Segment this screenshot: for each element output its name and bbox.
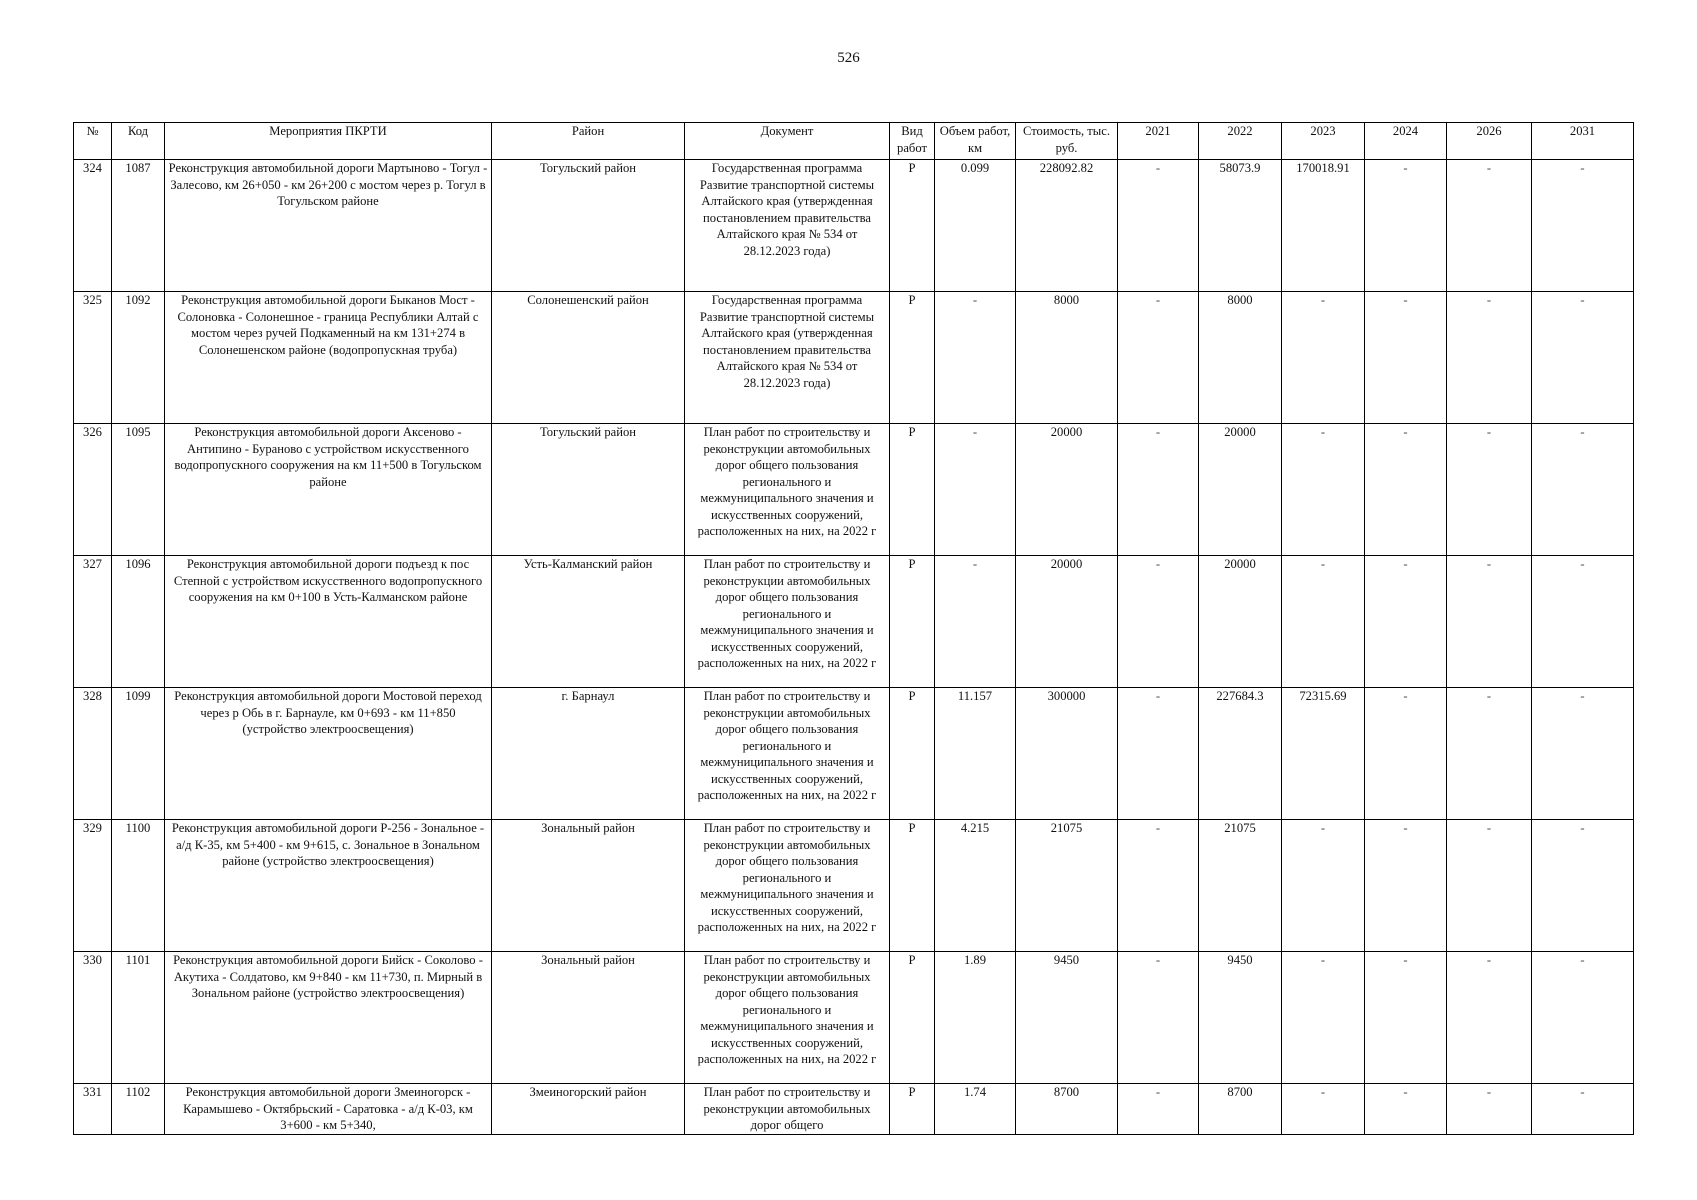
table-row	[74, 160, 1634, 292]
cell-measure: Реконструкция автомобильной дороги Бийск - Соколово - Акутиха - Солдатово, км 9+840 - км 11+730, п. Мирный в Зональном районе (устройство электроосвещения)	[165, 952, 492, 1084]
cell-2021: -	[1118, 556, 1199, 688]
cell-2021: -	[1118, 292, 1199, 424]
cell-2024: -	[1365, 820, 1447, 952]
cell-work-type: Р	[890, 688, 935, 820]
cell-2021: -	[1118, 424, 1199, 556]
cell-district: Зональный район	[492, 952, 685, 1084]
cell-2026: -	[1447, 292, 1532, 424]
cell-2031: -	[1532, 424, 1634, 556]
cell-code: 1100	[112, 820, 165, 952]
cell-work-type: Р	[890, 952, 935, 1084]
cell-document: План работ по строительству и реконструкции автомобильных дорог общего пользования регионального и межмуниципального значения и искусственных сооружений, расположенных на них, на 2022 г	[685, 556, 890, 688]
cell-volume: 4.215	[935, 820, 1016, 952]
table-body	[74, 160, 1634, 1135]
cell-cost: 8000	[1016, 292, 1118, 424]
cell-2031: -	[1532, 820, 1634, 952]
table-row	[74, 688, 1634, 820]
cell-2024: -	[1365, 556, 1447, 688]
header-code: Код	[112, 123, 165, 160]
cell-number: 326	[74, 424, 112, 556]
cell-2023: -	[1282, 292, 1365, 424]
pkrti-table	[73, 122, 1634, 1135]
cell-volume: 1.74	[935, 1084, 1016, 1135]
cell-2031: -	[1532, 952, 1634, 1084]
cell-measure: Реконструкция автомобильной дороги подъезд к пос Степной с устройством искусственного водопропускного сооружения на км 0+100 в Усть-Калманском районе	[165, 556, 492, 688]
cell-work-type: Р	[890, 424, 935, 556]
table-row	[74, 820, 1634, 952]
cell-2021: -	[1118, 1084, 1199, 1135]
table-row	[74, 1084, 1634, 1135]
cell-work-type: Р	[890, 160, 935, 292]
cell-2024: -	[1365, 292, 1447, 424]
cell-district: Солонешенский район	[492, 292, 685, 424]
cell-2021: -	[1118, 688, 1199, 820]
cell-cost: 228092.82	[1016, 160, 1118, 292]
cell-2023: -	[1282, 1084, 1365, 1135]
cell-volume: 0.099	[935, 160, 1016, 292]
cell-measure: Реконструкция автомобильной дороги Мартыново - Тогул - Залесово, км 26+050 - км 26+200 с мостом через р. Тогул в Тогульском районе	[165, 160, 492, 292]
table-row	[74, 292, 1634, 424]
cell-2021: -	[1118, 820, 1199, 952]
cell-2022: 8000	[1199, 292, 1282, 424]
cell-volume: -	[935, 556, 1016, 688]
cell-district: г. Барнаул	[492, 688, 685, 820]
cell-2023: -	[1282, 556, 1365, 688]
cell-cost: 9450	[1016, 952, 1118, 1084]
cell-2024: -	[1365, 160, 1447, 292]
table-row	[74, 952, 1634, 1084]
header-cost: Стоимость, тыс. руб.	[1016, 123, 1118, 160]
cell-code: 1096	[112, 556, 165, 688]
cell-code: 1092	[112, 292, 165, 424]
cell-2023: -	[1282, 952, 1365, 1084]
cell-measure: Реконструкция автомобильной дороги Р-256 - Зональное - а/д К-35, км 5+400 - км 9+615, с. Зональное в Зональном районе (устройство электроосвещения)	[165, 820, 492, 952]
cell-cost: 20000	[1016, 556, 1118, 688]
cell-document: Государственная программа Развитие транспортной системы Алтайского края (утвержденная постановлением правительства Алтайского края № 534 от 28.12.2023 года)	[685, 292, 890, 424]
cell-cost: 300000	[1016, 688, 1118, 820]
table-row	[74, 424, 1634, 556]
cell-measure: Реконструкция автомобильной дороги Быканов Мост - Солоновка - Солонешное - граница Республики Алтай с мостом через ручей Подкаменный на км 131+274 в Солонешенском районе (водопропускная труба)	[165, 292, 492, 424]
cell-2026: -	[1447, 424, 1532, 556]
cell-2024: -	[1365, 952, 1447, 1084]
cell-number: 328	[74, 688, 112, 820]
cell-measure: Реконструкция автомобильной дороги Змеиногорск - Карамышево - Октябрьский - Саратовка - а/д К-03, км 3+600 - км 5+340,	[165, 1084, 492, 1135]
cell-2024: -	[1365, 1084, 1447, 1135]
cell-volume: -	[935, 424, 1016, 556]
cell-district: Змеиногорский район	[492, 1084, 685, 1135]
cell-measure: Реконструкция автомобильной дороги Мостовой переход через р Обь в г. Барнауле, км 0+693 - км 11+850 (устройство электроосвещения)	[165, 688, 492, 820]
cell-2026: -	[1447, 688, 1532, 820]
header-document: Документ	[685, 123, 890, 160]
cell-2023: 72315.69	[1282, 688, 1365, 820]
cell-2026: -	[1447, 160, 1532, 292]
cell-number: 325	[74, 292, 112, 424]
header-measure: Мероприятия ПКРТИ	[165, 123, 492, 160]
cell-2031: -	[1532, 556, 1634, 688]
cell-document: План работ по строительству и реконструкции автомобильных дорог общего пользования регионального и межмуниципального значения и искусственных сооружений, расположенных на них, на 2022 г	[685, 424, 890, 556]
cell-number: 324	[74, 160, 112, 292]
cell-number: 331	[74, 1084, 112, 1135]
cell-2031: -	[1532, 160, 1634, 292]
cell-volume: 11.157	[935, 688, 1016, 820]
page-number: 526	[837, 50, 860, 66]
header-work-type: Вид работ	[890, 123, 935, 160]
cell-work-type: Р	[890, 556, 935, 688]
header-2031: 2031	[1532, 123, 1634, 160]
header-2024: 2024	[1365, 123, 1447, 160]
cell-2022: 20000	[1199, 424, 1282, 556]
cell-2022: 21075	[1199, 820, 1282, 952]
cell-cost: 20000	[1016, 424, 1118, 556]
cell-measure: Реконструкция автомобильной дороги Аксеново - Антипино - Бураново с устройством искусственного водопропускного сооружения на км 11+500 в Тогульском районе	[165, 424, 492, 556]
cell-number: 327	[74, 556, 112, 688]
cell-2026: -	[1447, 820, 1532, 952]
cell-document: План работ по строительству и реконструкции автомобильных дорог общего пользования регионального и межмуниципального значения и искусственных сооружений, расположенных на них, на 2022 г	[685, 820, 890, 952]
cell-document: План работ по строительству и реконструкции автомобильных дорог общего	[685, 1084, 890, 1135]
cell-2031: -	[1532, 292, 1634, 424]
cell-volume: 1.89	[935, 952, 1016, 1084]
cell-2026: -	[1447, 556, 1532, 688]
cell-2023: -	[1282, 820, 1365, 952]
cell-2022: 8700	[1199, 1084, 1282, 1135]
cell-2021: -	[1118, 952, 1199, 1084]
cell-document: План работ по строительству и реконструкции автомобильных дорог общего пользования регионального и межмуниципального значения и искусственных сооружений, расположенных на них, на 2022 г	[685, 688, 890, 820]
cell-number: 329	[74, 820, 112, 952]
cell-district: Тогульский район	[492, 424, 685, 556]
header-number: №	[74, 123, 112, 160]
cell-document: План работ по строительству и реконструкции автомобильных дорог общего пользования регионального и межмуниципального значения и искусственных сооружений, расположенных на них, на 2022 г	[685, 952, 890, 1084]
cell-district: Усть-Калманский район	[492, 556, 685, 688]
cell-district: Зональный район	[492, 820, 685, 952]
cell-code: 1102	[112, 1084, 165, 1135]
cell-2023: 170018.91	[1282, 160, 1365, 292]
header-2023: 2023	[1282, 123, 1365, 160]
cell-2021: -	[1118, 160, 1199, 292]
cell-cost: 21075	[1016, 820, 1118, 952]
header-2022: 2022	[1199, 123, 1282, 160]
cell-cost: 8700	[1016, 1084, 1118, 1135]
cell-2031: -	[1532, 688, 1634, 820]
cell-volume: -	[935, 292, 1016, 424]
cell-work-type: Р	[890, 292, 935, 424]
cell-code: 1101	[112, 952, 165, 1084]
table-header-row	[74, 123, 1634, 160]
cell-2026: -	[1447, 1084, 1532, 1135]
table-row	[74, 556, 1634, 688]
cell-document: Государственная программа Развитие транспортной системы Алтайского края (утвержденная постановлением правительства Алтайского края № 534 от 28.12.2023 года)	[685, 160, 890, 292]
header-2021: 2021	[1118, 123, 1199, 160]
header-district: Район	[492, 123, 685, 160]
cell-2022: 227684.3	[1199, 688, 1282, 820]
header-volume: Объем работ, км	[935, 123, 1016, 160]
cell-code: 1087	[112, 160, 165, 292]
cell-number: 330	[74, 952, 112, 1084]
cell-2026: -	[1447, 952, 1532, 1084]
cell-code: 1095	[112, 424, 165, 556]
cell-work-type: Р	[890, 1084, 935, 1135]
cell-district: Тогульский район	[492, 160, 685, 292]
cell-2022: 20000	[1199, 556, 1282, 688]
cell-2031: -	[1532, 1084, 1634, 1135]
cell-2022: 9450	[1199, 952, 1282, 1084]
cell-2024: -	[1365, 424, 1447, 556]
cell-work-type: Р	[890, 820, 935, 952]
header-2026: 2026	[1447, 123, 1532, 160]
cell-code: 1099	[112, 688, 165, 820]
cell-2024: -	[1365, 688, 1447, 820]
cell-2022: 58073.9	[1199, 160, 1282, 292]
cell-2023: -	[1282, 424, 1365, 556]
